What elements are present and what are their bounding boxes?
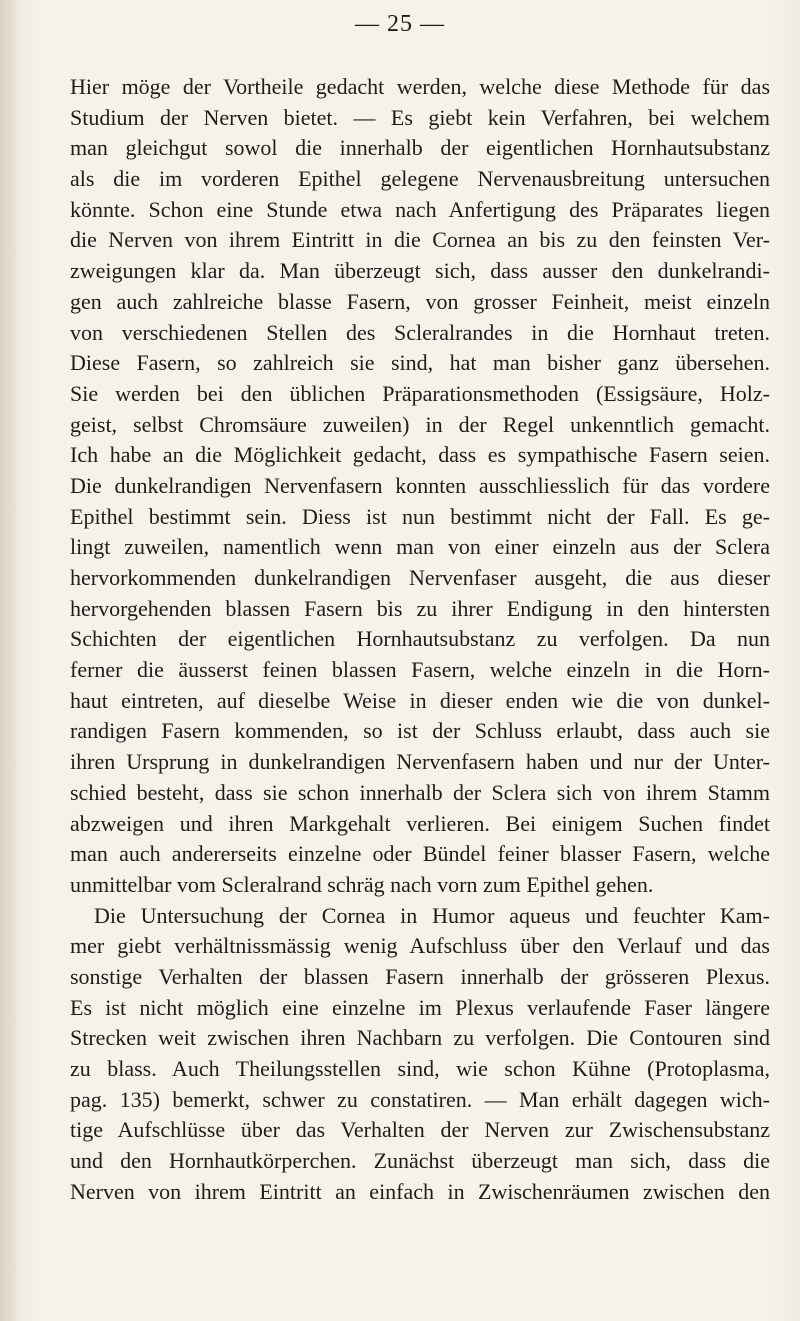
- text-line: gen auch zahlreiche blasse Fasern, von grosser Feinheit, meist einzeln: [70, 288, 770, 314]
- text-line: mer giebt verhältnissmässig wenig Aufschluss über den Verlauf und das: [70, 933, 770, 959]
- text-line: abzweigen und ihren Markgehalt verlieren. Bei einigem Suchen findet: [70, 810, 770, 836]
- text-line: Nerven von ihrem Eintritt an einfach in Zwischenräumen zwischen den: [70, 1178, 770, 1204]
- text-line: Studium der Nerven bietet. — Es giebt kein Verfahren, bei welchem: [70, 104, 770, 130]
- text-line: und den Hornhautkörperchen. Zunächst überzeugt man sich, dass die: [70, 1148, 770, 1174]
- text-line: man gleichgut sowol die innerhalb der eigentlichen Hornhautsubstanz: [70, 135, 770, 161]
- text-line: von verschiedenen Stellen des Scleralrandes in die Hornhaut treten.: [70, 319, 770, 345]
- text-line: Strecken weit zwischen ihren Nachbarn zu verfolgen. Die Contouren sind: [70, 1025, 770, 1051]
- text-line: Schichten der eigentlichen Hornhautsubstanz zu verfolgen. Da nun: [70, 626, 770, 652]
- text-line: unmittelbar vom Scleralrand schräg nach vorn zum Epithel gehen.: [70, 871, 654, 897]
- text-line: man auch andererseits einzelne oder Bündel feiner blasser Fasern, welche: [70, 841, 770, 867]
- text-line: die Nerven von ihrem Eintritt in die Cornea an bis zu den feinsten Ver-: [70, 227, 770, 253]
- text-line: haut eintreten, auf dieselbe Weise in dieser enden wie die von dunkel-: [70, 687, 770, 713]
- text-line: ferner die äusserst feinen blassen Fasern, welche einzeln in die Horn-: [70, 657, 770, 683]
- page-number: — 25 —: [355, 11, 445, 37]
- text-line: Epithel bestimmt sein. Diess ist nun bestimmt nicht der Fall. Es ge-: [70, 503, 770, 529]
- text-line: tige Aufschlüsse über das Verhalten der Nerven zur Zwischensubstanz: [70, 1117, 770, 1143]
- text-line: Es ist nicht möglich eine einzelne im Plexus verlaufende Faser längere: [70, 994, 770, 1020]
- text-line: geist, selbst Chromsäure zuweilen) in der Regel unkenntlich gemacht.: [70, 411, 770, 437]
- text-line: Diese Fasern, so zahlreich sie sind, hat man bisher ganz übersehen.: [70, 350, 770, 376]
- text-line: ihren Ursprung in dunkelrandigen Nervenfasern haben und nur der Unter-: [70, 749, 770, 775]
- text-line: Ich habe an die Möglichkeit gedacht, dass es sympathische Fasern seien.: [70, 442, 770, 468]
- text-line: randigen Fasern kommenden, so ist der Schluss erlaubt, dass auch sie: [70, 718, 770, 744]
- text-line: pag. 135) bemerkt, schwer zu constatiren. — Man erhält dagegen wich-: [70, 1086, 770, 1112]
- text-line: zweigungen klar da. Man überzeugt sich, dass ausser den dunkelrandi-: [70, 258, 770, 284]
- body-text: [70, 72, 770, 1207]
- text-line: könnte. Schon eine Stunde etwa nach Anfertigung des Präparates liegen: [70, 196, 770, 222]
- text-line: lingt zuweilen, namentlich wenn man von einer einzeln aus der Sclera: [70, 534, 770, 560]
- text-line: hervorkommenden dunkelrandigen Nervenfaser ausgeht, die aus dieser: [70, 565, 770, 590]
- text-line: zu blass. Auch Theilungsstellen sind, wie schon Kühne (Protoplasma,: [70, 1056, 770, 1081]
- text-line: Sie werden bei den üblichen Präparationsmethoden (Essigsäure, Holz-: [70, 380, 770, 406]
- text-line: Die dunkelrandigen Nervenfasern konnten ausschliesslich für das vordere: [70, 472, 770, 498]
- gutter-shadow: [0, 0, 22, 1321]
- text-line: Hier möge der Vortheile gedacht werden, welche diese Methode für das: [70, 74, 770, 99]
- text-line: schied besteht, dass sie schon innerhalb der Sclera sich von ihrem Stamm: [70, 779, 770, 805]
- text-line: sonstige Verhalten der blassen Fasern innerhalb der grösseren Plexus.: [70, 963, 770, 989]
- text-line: hervorgehenden blassen Fasern bis zu ihrer Endigung in den hintersten: [70, 595, 770, 621]
- text-line: Die Untersuchung der Cornea in Humor aqueus und feuchter Kam-: [94, 902, 770, 928]
- text-line: als die im vorderen Epithel gelegene Nervenausbreitung untersuchen: [70, 166, 770, 192]
